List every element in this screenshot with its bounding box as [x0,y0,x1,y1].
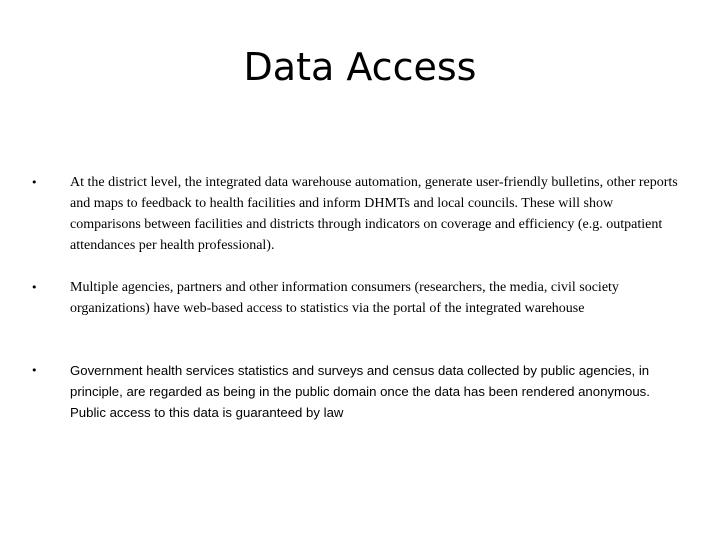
bullet-text: At the district level, the integrated data warehouse automation, generate user-friendly bulletins, other reports and maps to feedback to health facilities and inform DHMTs and local councils. These will show comparisons between facilities and districts through indicators on coverage and efficiency (e.g. outpatient attendances per health professional). [70,175,678,253]
bullet-marker: • [31,364,38,377]
slide-title: Data Access [243,45,477,89]
bullet-marker: • [31,281,38,294]
bullet-text: Government health services statistics and surveys and census data collected by public agencies, in principle, are regarded as being in the public domain once the data has been rendered anonymous. Public access to this data is guaranteed by law [70,363,650,420]
bullet-marker: • [31,176,38,189]
bullet-text: Multiple agencies, partners and other information consumers (researchers, the media, civil society organizations) have web-based access to statistics via the portal of the integrated warehouse [70,280,619,316]
